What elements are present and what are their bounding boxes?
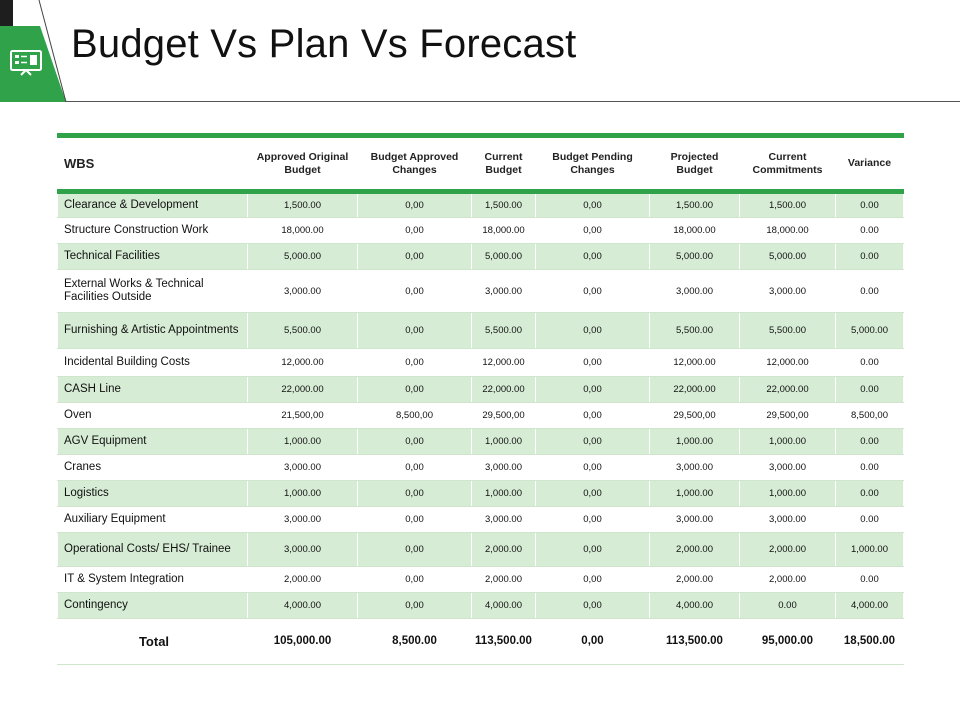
table-cell: 0,00 [536,481,650,507]
table-cell: 21,500,00 [248,403,358,429]
row-label: Oven [58,403,248,429]
total-cell: 113,500.00 [650,619,740,665]
table-cell: 0,00 [358,567,472,593]
table-cell: 0,00 [536,313,650,349]
table-row [58,429,904,455]
table-row [58,481,904,507]
table-row [58,567,904,593]
table-cell: 3,000.00 [650,455,740,481]
table-cell: 3,000.00 [248,455,358,481]
table-cell: 0,00 [536,507,650,533]
table-cell: 0,00 [536,593,650,619]
table-cell: 22,000.00 [740,377,836,403]
table-cell: 2,000.00 [650,567,740,593]
table-cell: 12,000.00 [740,349,836,377]
table-cell: 0.00 [836,455,904,481]
table-cell: 5,500.00 [472,313,536,349]
table-cell: 0,00 [358,377,472,403]
table-cell: 0,00 [358,270,472,313]
table-cell: 2,000.00 [248,567,358,593]
table-cell: 4,000.00 [248,593,358,619]
table-cell: 5,000.00 [836,313,904,349]
table-cell: 0,00 [358,349,472,377]
table-cell: 1,500.00 [740,192,836,218]
total-label: Total [58,619,248,665]
table-cell: 2,000.00 [740,533,836,567]
table-cell: 1,500.00 [472,192,536,218]
table-cell: 0,00 [358,593,472,619]
column-header: Current Budget [472,136,536,192]
table-cell: 12,000.00 [650,349,740,377]
column-header: Budget Approved Changes [358,136,472,192]
table-cell: 0,00 [358,192,472,218]
table-cell: 0,00 [536,377,650,403]
table-cell: 0,00 [536,455,650,481]
table-cell: 3,000.00 [248,270,358,313]
table-cell: 8,500,00 [358,403,472,429]
table-row [58,218,904,244]
table-cell: 0,00 [358,313,472,349]
presentation-board-icon [10,50,42,76]
table-cell: 0.00 [836,481,904,507]
table-cell: 0,00 [536,533,650,567]
table-cell: 3,000.00 [472,507,536,533]
row-label: Cranes [58,455,248,481]
row-label: CASH Line [58,377,248,403]
budget-table-container [57,133,903,665]
table-row [58,377,904,403]
table-cell: 0.00 [836,244,904,270]
table-cell: 3,000.00 [740,507,836,533]
row-label: Clearance & Development [58,192,248,218]
table-cell: 3,000.00 [248,533,358,567]
table-cell: 29,500,00 [650,403,740,429]
table-cell: 0,00 [358,533,472,567]
table-cell: 0,00 [358,507,472,533]
table-cell: 3,000.00 [472,270,536,313]
table-cell: 8,500,00 [836,403,904,429]
table-cell: 0,00 [536,218,650,244]
budget-table [57,133,904,665]
table-cell: 0.00 [836,507,904,533]
table-cell: 3,000.00 [248,507,358,533]
table-cell: 1,000.00 [740,481,836,507]
table-cell: 0,00 [358,244,472,270]
table-cell: 4,000.00 [836,593,904,619]
table-cell: 0,00 [536,244,650,270]
table-cell: 2,000.00 [472,533,536,567]
table-cell: 0,00 [536,567,650,593]
total-cell: 8,500.00 [358,619,472,665]
table-cell: 0,00 [536,429,650,455]
table-cell: 0.00 [836,270,904,313]
table-cell: 5,500.00 [248,313,358,349]
table-row [58,349,904,377]
table-row [58,313,904,349]
table-cell: 0.00 [836,567,904,593]
table-cell: 0.00 [836,218,904,244]
total-cell: 95,000.00 [740,619,836,665]
table-cell: 0.00 [740,593,836,619]
row-label: IT & System Integration [58,567,248,593]
table-cell: 1,500.00 [248,192,358,218]
table-cell: 1,000.00 [248,481,358,507]
table-cell: 29,500,00 [472,403,536,429]
table-cell: 2,000.00 [650,533,740,567]
table-cell: 0.00 [836,429,904,455]
total-cell: 113,500.00 [472,619,536,665]
table-cell: 0,00 [358,455,472,481]
table-cell: 0.00 [836,349,904,377]
table-row [58,533,904,567]
table-cell: 18,000.00 [472,218,536,244]
table-cell: 12,000.00 [248,349,358,377]
table-row [58,192,904,218]
table-cell: 5,000.00 [650,244,740,270]
table-row [58,403,904,429]
row-label: Structure Construction Work [58,218,248,244]
column-header: Budget Pending Changes [536,136,650,192]
table-cell: 3,000.00 [740,455,836,481]
table-cell: 22,000.00 [472,377,536,403]
column-header: Approved Original Budget [248,136,358,192]
row-label: External Works & Technical Facilities Outside [58,270,248,313]
table-cell: 1,000.00 [740,429,836,455]
table-cell: 5,000.00 [472,244,536,270]
table-cell: 1,500.00 [650,192,740,218]
table-cell: 5,000.00 [248,244,358,270]
table-cell: 5,000.00 [740,244,836,270]
table-cell: 1,000.00 [472,481,536,507]
table-cell: 1,000.00 [836,533,904,567]
row-label: AGV Equipment [58,429,248,455]
total-cell: 105,000.00 [248,619,358,665]
table-cell: 0,00 [536,192,650,218]
table-cell: 0.00 [836,377,904,403]
table-cell: 4,000.00 [472,593,536,619]
table-cell: 18,000.00 [740,218,836,244]
table-cell: 3,000.00 [740,270,836,313]
table-row [58,507,904,533]
table-cell: 3,000.00 [472,455,536,481]
table-cell: 0,00 [358,429,472,455]
table-cell: 2,000.00 [472,567,536,593]
table-cell: 3,000.00 [650,270,740,313]
table-cell: 0,00 [536,270,650,313]
total-cell: 18,500.00 [836,619,904,665]
row-label: Logistics [58,481,248,507]
table-cell: 3,000.00 [650,507,740,533]
row-label: Auxiliary Equipment [58,507,248,533]
table-row [58,455,904,481]
corner-dark-tab [0,0,13,30]
table-body [58,192,904,665]
table-cell: 5,500.00 [650,313,740,349]
table-cell: 1,000.00 [472,429,536,455]
row-label: Operational Costs/ EHS/ Trainee [58,533,248,567]
table-cell: 0,00 [358,481,472,507]
column-header: Current Commitments [740,136,836,192]
table-cell: 12,000.00 [472,349,536,377]
table-cell: 22,000.00 [650,377,740,403]
table-cell: 2,000.00 [740,567,836,593]
table-cell: 29,500,00 [740,403,836,429]
table-cell: 0,00 [536,349,650,377]
title-underline [66,101,960,102]
table-cell: 18,000.00 [248,218,358,244]
page-title: Budget Vs Plan Vs Forecast [71,22,577,66]
row-label: Technical Facilities [58,244,248,270]
table-row [58,270,904,313]
total-row [58,619,904,665]
table-cell: 4,000.00 [650,593,740,619]
table-cell: 0,00 [536,403,650,429]
column-header: WBS [58,136,248,192]
table-cell: 18,000.00 [650,218,740,244]
row-label: Furnishing & Artistic Appointments [58,313,248,349]
table-cell: 1,000.00 [650,429,740,455]
table-cell: 1,000.00 [248,429,358,455]
table-cell: 1,000.00 [650,481,740,507]
row-label: Contingency [58,593,248,619]
total-cell: 0,00 [536,619,650,665]
row-label: Incidental Building Costs [58,349,248,377]
table-cell: 0.00 [836,192,904,218]
table-cell: 0,00 [358,218,472,244]
table-row [58,244,904,270]
table-cell: 22,000.00 [248,377,358,403]
table-row [58,593,904,619]
table-cell: 5,500.00 [740,313,836,349]
column-header: Projected Budget [650,136,740,192]
table-header-row [58,136,904,192]
column-header: Variance [836,136,904,192]
